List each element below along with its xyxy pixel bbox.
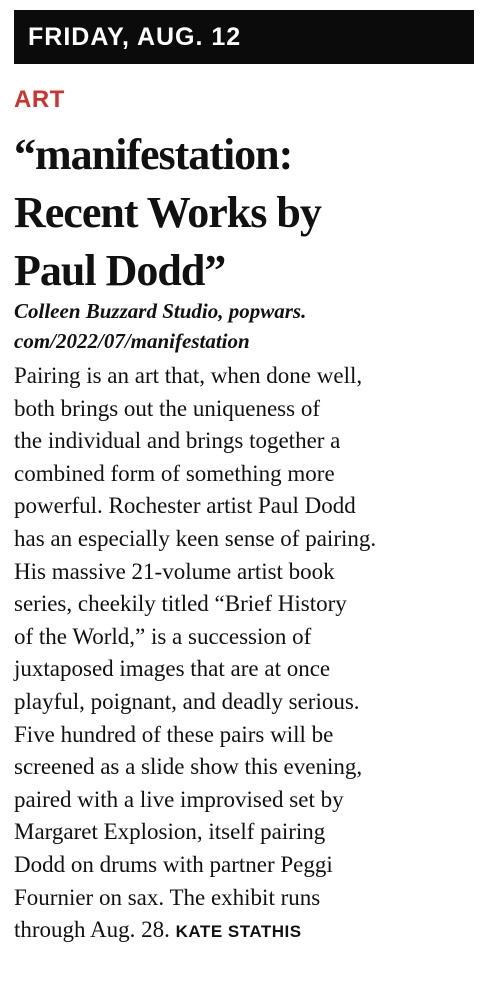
date-header-bar (14, 10, 474, 64)
category-label: ART (14, 86, 65, 113)
byline: KATE STATHIS (175, 922, 302, 942)
title-line: Paul Dodd” (14, 246, 226, 295)
body-line: through Aug. 28. (14, 917, 170, 943)
body-line: powerful. Rochester artist Paul Dodd (14, 493, 356, 519)
venue-line: Colleen Buzzard Studio, popwars. (14, 299, 307, 323)
article-title (14, 126, 474, 300)
title-line: “manifestation: (14, 130, 293, 179)
body-line: juxtaposed images that are at once (14, 656, 331, 682)
body-line: His massive 21-volume artist book (14, 558, 335, 584)
body-line: the individual and brings together a (14, 428, 341, 454)
body-line: of the World,” is a succession of (14, 623, 312, 649)
body-line: Dodd on drums with partner Peggi (14, 851, 333, 877)
body-line: combined form of something more (14, 460, 335, 486)
body-line: Five hundred of these pairs will be (14, 721, 334, 747)
title-line: Recent Works by (14, 188, 321, 237)
venue-line: com/2022/07/manifestation (14, 329, 250, 353)
body-line: Pairing is an art that, when done well, (14, 363, 363, 388)
body-line: series, cheekily titled “Brief History (14, 591, 347, 617)
body-line: screened as a slide show this evening, (14, 754, 363, 780)
date-label: FRIDAY, AUG. 12 (28, 22, 242, 51)
body-line: paired with a live improvised set by (14, 786, 344, 812)
body-line: Margaret Explosion, itself pairing (14, 819, 326, 845)
body-line: playful, poignant, and deadly serious. (14, 688, 360, 714)
venue-info (14, 296, 474, 356)
body-line: has an especially keen sense of pairing. (14, 525, 377, 551)
body-line: both brings out the uniqueness of (14, 395, 320, 421)
body-last-line (14, 914, 484, 949)
article-body (14, 360, 484, 949)
body-line: Fournier on sax. The exhibit runs (14, 884, 321, 910)
